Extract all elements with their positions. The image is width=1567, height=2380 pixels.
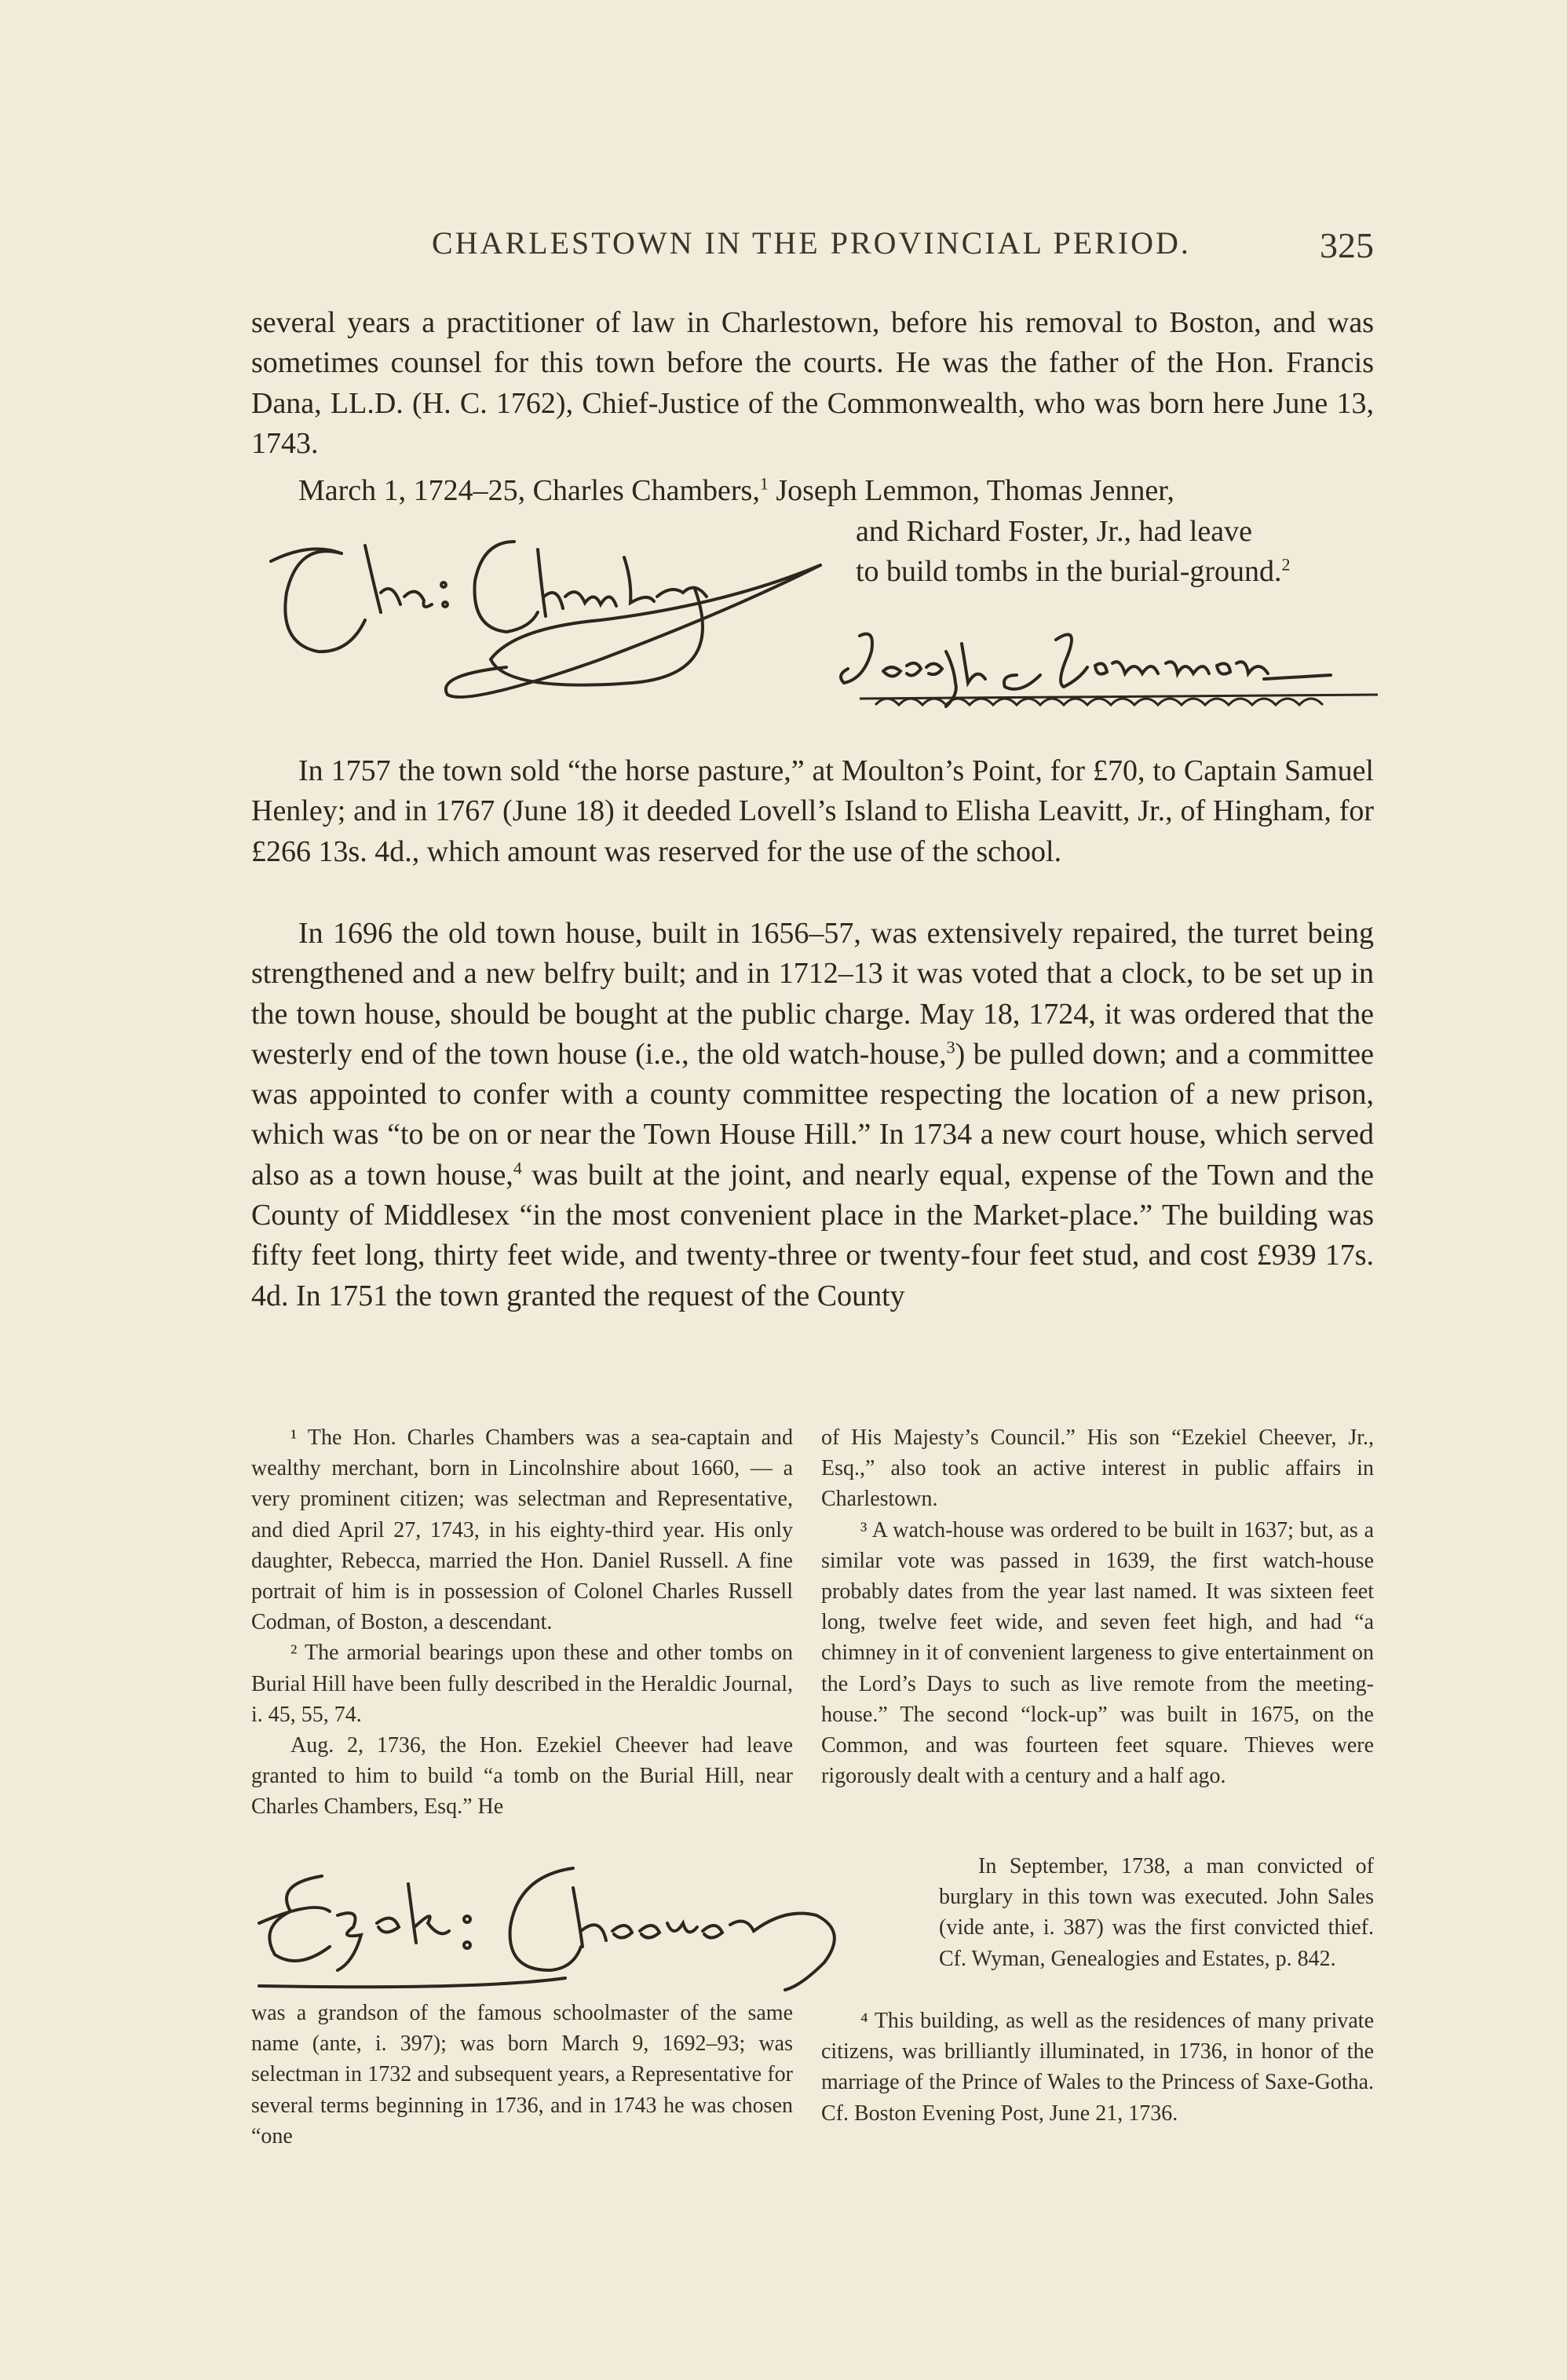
signature-cheever xyxy=(243,1853,911,2009)
paragraph-horse-pasture: In 1757 the town sold “the horse pasture,” at Moulton’s Point, for £70, to Captain Samuel Henley; and in 1767 (June 18) it deeded Lovell’s Island to Elisha Leavitt, Jr., of Hingham, for £266 13s. 4d., which amount was reserved for the use of the school. xyxy=(251,754,1374,868)
paragraph-town-house-part-a: In 1696 the old town house, built in 1656–57, was extensively repaired, the turret being strengthened and a new belfry built; and in 1712–13 it was voted that a clock, to be set up in the town house, should be bought at the public charge. May 18, 1724, it was ordered that the westerly end of the town house (i.e., the old watch-house, xyxy=(251,917,1374,1071)
page-header xyxy=(251,224,1374,272)
signature-cheever-drawing xyxy=(243,1853,911,2009)
footnote-3: ³ A watch-house was ordered to be built in 1637; but, as a similar vote was passed in 1639, the first watch-house probably dates from the year last named. It was sixteen feet long, twelve feet wide, and seven feet high, and had “a chimney in it of convenient largeness to give entertainment on the Lord’s Days to such as live remote from the meeting-house.” The second “lock-up” was built in 1675, on the Common, and was fourteen feet square. Thieves were rigorously dealt with a century and a half ago. xyxy=(821,1517,1374,1789)
paragraph-tombs-text-end: Joseph Lemmon, Thomas Jenner, xyxy=(768,474,1174,507)
running-title: CHARLESTOWN IN THE PROVINCIAL PERIOD. xyxy=(432,225,1191,261)
footnotes-right-lower xyxy=(821,2006,1374,2129)
footnote-3-continued: In September, 1738, a man convicted of burglary in this town was executed. John Sales (vide ante, i. 387) was the first convicted thief. Cf. Wyman, Genealogies and Estates, p. 842. xyxy=(939,1854,1374,1971)
footnote-ref-2[interactable]: 2 xyxy=(1281,554,1291,575)
footnote-ref-4[interactable]: 4 xyxy=(513,1158,522,1178)
signature-lemmon-drawing xyxy=(828,620,1378,730)
signature-lemmon xyxy=(828,620,1378,730)
signature-chambers-drawing xyxy=(255,518,852,746)
paragraph-tombs-wrap-line-1: and Richard Foster, Jr., had leave xyxy=(856,515,1253,548)
footnote-2-continued: Aug. 2, 1736, the Hon. Ezekiel Cheever had leave granted to him to build “a tomb on the Burial Hill, near Charles Chambers, Esq.” He xyxy=(251,1733,793,1820)
footnote-2-council: of His Majesty’s Council.” His son “Ezekiel Cheever, Jr., Esq.,” also took an active interest in public affairs in Charlestown. xyxy=(821,1425,1374,1512)
footnote-1: ¹ The Hon. Charles Chambers was a sea-captain and wealthy merchant, born in Lincolnshire about 1660, — a very prominent citizen; was selectman and Representative, and died April 27, 1743, in his eighty-third year. His only daughter, Rebecca, married the Hon. Daniel Russell. A fine portrait of him is in possession of Colonel Charles Russell Codman, of Boston, a descendant. xyxy=(251,1425,793,1635)
paragraph-tombs-text: March 1, 1724–25, Charles Chambers, xyxy=(298,474,760,507)
footnote-ref-1[interactable]: 1 xyxy=(759,473,769,494)
footnote-4: ⁴ This building, as well as the residences of many private citizens, was brilliantly illuminated, in 1736, in honor of the marriage of the Prince of Wales to the Princess of Saxe-Gotha. Cf. Boston Evening Post, June 21, 1736. xyxy=(821,2009,1374,2126)
footnotes-right-upper xyxy=(821,1422,1374,1791)
footnotes-right-wrap xyxy=(939,1851,1374,1974)
footnotes-left-lower xyxy=(251,1998,793,2152)
footnote-2: ² The armorial bearings upon these and other tombs on Burial Hill have been fully described in the Heraldic Journal, i. 45, 55, 74. xyxy=(251,1641,793,1727)
paragraph-tombs-wrap xyxy=(856,512,1374,593)
footnote-ref-3[interactable]: 3 xyxy=(946,1037,955,1057)
paragraph-town-house-part-b: ) be pulled down; and a committee was appointed to confer with a county committee respecting the location of a new prison, which was “to be on or near the Town House Hill.” In 1734 a new court house, which served also as a town house, xyxy=(251,1037,1375,1192)
paragraph-tombs-lead xyxy=(251,471,1374,511)
paragraph-dana: several years a practitioner of law in Charlestown, before his removal to Boston, and was sometimes counsel for this town before the courts. He was the father of the Hon. Francis Dana, LL.D. (H. C. 1762), Chief-Justice of the Commonwealth, who was born here June 13, 1743. xyxy=(251,306,1374,460)
footnote-2-conclusion: was a grandson of the famous schoolmaster of the same name (ante, i. 397); was born March 9, 1692–93; was selectman in 1732 and subsequent years, a Representative for several terms beginning in 1736, and in 1743 he was chosen “one xyxy=(251,2001,793,2148)
signature-chambers xyxy=(255,518,852,746)
paragraph-tombs-wrap-line-2: to build tombs in the burial-ground. xyxy=(856,555,1282,589)
page-number: 325 xyxy=(1320,225,1374,265)
paragraph-town-house-part-c: was built at the joint, and nearly equal, expense of the Town and the County of Middlesex “in the most convenient place in the Market-place.” The building was fifty feet long, thirty feet wide, and twenty-three or twenty-four feet stud, and cost £939 17s. 4d. In 1751 the town granted the request of the County xyxy=(251,1158,1374,1312)
footnotes-left-upper xyxy=(251,1422,793,1823)
paragraph-town-house xyxy=(251,914,1374,1316)
